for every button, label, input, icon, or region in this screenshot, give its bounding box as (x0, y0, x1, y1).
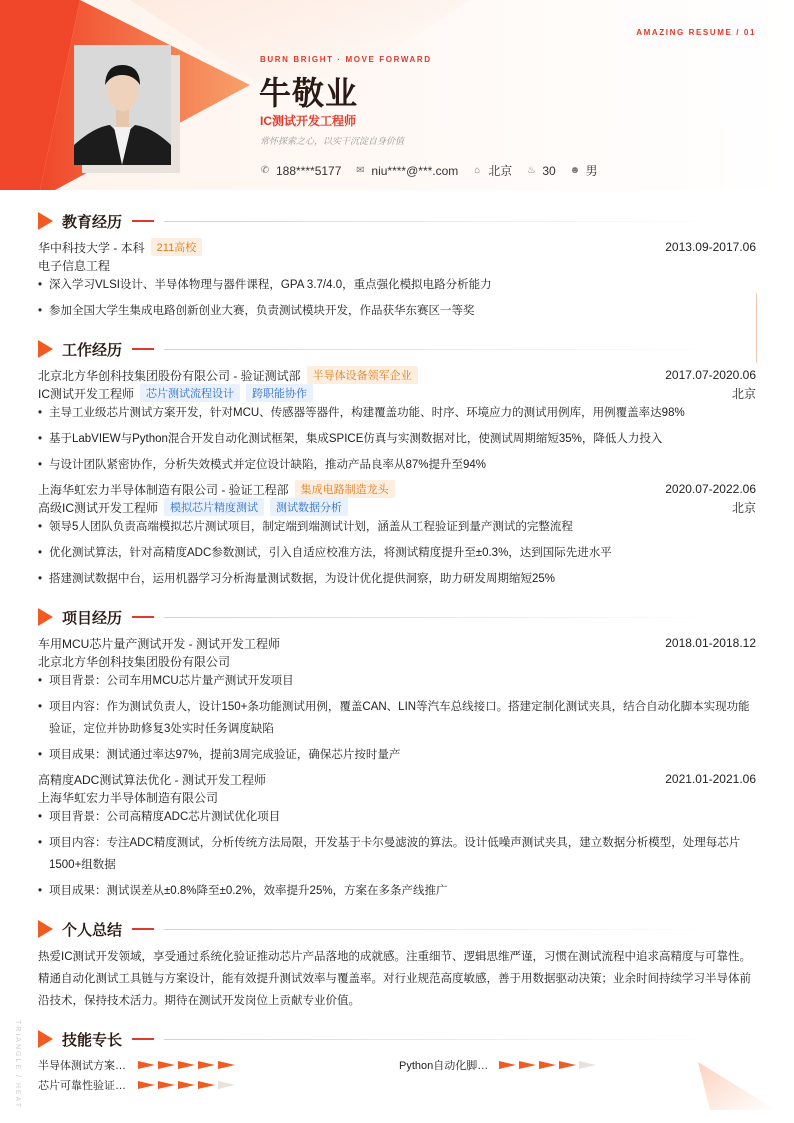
project-name: 车用MCU芯片量产测试开发 - 测试开发工程师 (38, 636, 280, 651)
section-skills (38, 1029, 714, 1049)
project-date: 2021.01-2021.06 (665, 772, 756, 786)
rating-filled-icon (158, 1081, 175, 1089)
section-line (164, 1039, 714, 1040)
work-date: 2020.07-2022.06 (665, 482, 756, 496)
side-watermark: TRIANGLE / HEAT (14, 1020, 21, 1109)
section-dash (132, 348, 154, 350)
section-title: 项目经历 (62, 609, 123, 627)
list-item: • 项目成果：测试通过率达97%，提前3周完成验证，确保芯片按时量产 (38, 744, 756, 766)
project-row (38, 634, 756, 652)
rating-filled-icon (138, 1061, 155, 1069)
list-item: • 项目内容：专注ADC精度测试，分析传统方法局限，开发基于卡尔曼滤波的算法。设计低噪声测试夹具，建立数据分析模型，处理每芯片1500+组数据 (38, 832, 756, 876)
divider (756, 293, 757, 363)
face-icon: ☻ (569, 164, 581, 176)
home-icon: ⌂ (474, 164, 481, 176)
skill-tag: 芯片测试流程设计 (140, 384, 240, 402)
skill-rating (499, 1061, 596, 1069)
section-line (164, 929, 714, 930)
rating-empty-icon (579, 1061, 596, 1069)
section-education (38, 211, 714, 231)
section-title: 教育经历 (62, 213, 123, 231)
candidate-name: 牛敬业 (259, 75, 359, 111)
section-projects (38, 607, 714, 627)
list-item: • 项目成果：测试误差从±0.8%降至±0.2%，效率提升25%，方案在多条产线推广 (38, 880, 756, 902)
skill-tag: 模拟芯片精度测试 (164, 498, 264, 516)
list-item: • 项目背景：公司车用MCU芯片量产测试开发项目 (38, 670, 756, 692)
skill-name: Python自动化脚… (399, 1060, 489, 1072)
corner-decoration (690, 1060, 794, 1123)
skill-item (38, 1077, 235, 1093)
contact-email (355, 164, 458, 178)
rating-filled-icon (178, 1061, 195, 1069)
rating-filled-icon (559, 1061, 576, 1069)
rating-filled-icon (198, 1061, 215, 1069)
triangle-icon (38, 212, 53, 230)
rating-filled-icon (178, 1081, 195, 1089)
job-title: IC测试开发工程师 (260, 114, 357, 128)
work-title: IC测试开发工程师 (38, 386, 135, 401)
phone-text: 188****5177 (276, 163, 342, 178)
list-item: • 基于LabVIEW与Python混合开发自动化测试框架，集成SPICE仿真与实测数据对比，使测试周期缩短35%，降低人力投入 (38, 428, 756, 450)
company-name: 北京北方华创科技集团股份有限公司 - 验证测试部 (38, 368, 301, 383)
rating-filled-icon (198, 1081, 215, 1089)
project-company: 上海华虹宏力半导体制造有限公司 (38, 790, 219, 805)
list-item: • 主导工业级芯片测试方案开发，针对MCU、传感器等器件，构建覆盖功能、时序、环境应力的测试用例库，用例覆盖率达98% (38, 402, 756, 424)
section-line (164, 617, 714, 618)
project-company-row (38, 652, 756, 670)
major-name: 电子信息工程 (38, 258, 111, 273)
list-item: • 搭建测试数据中台，运用机器学习分析海量测试数据，为设计优化提供洞察，助力研发周期缩短25% (38, 568, 756, 590)
work-row (38, 480, 756, 498)
work-title-row (38, 498, 756, 516)
skill-tag: 测试数据分析 (270, 498, 348, 516)
section-line (164, 221, 714, 222)
contact-age (526, 164, 555, 178)
section-dash (132, 928, 154, 930)
page-tag: AMAZING RESUME / 01 (636, 28, 756, 37)
triangle-icon (38, 608, 53, 626)
project-name: 高精度ADC测试算法优化 - 测试开发工程师 (38, 772, 267, 787)
work-location: 北京 (731, 500, 756, 515)
section-summary (38, 919, 714, 939)
age-text: 30 (542, 163, 556, 178)
education-row (38, 238, 756, 256)
motto: 常怀探索之心，以实干沉淀自身价值 (260, 136, 405, 146)
section-title: 工作经历 (62, 341, 123, 359)
list-item: • 项目背景：公司高精度ADC芯片测试优化项目 (38, 806, 756, 828)
company-badge: 半导体设备领军企业 (307, 366, 418, 384)
skill-name: 芯片可靠性验证… (38, 1080, 126, 1092)
section-dash (132, 616, 154, 618)
cake-icon: ♨ (526, 164, 536, 176)
mail-icon: ✉ (356, 164, 365, 176)
list-item: • 与设计团队紧密协作，分析失效模式并定位设计缺陷，推动产品良率从87%提升至94% (38, 454, 756, 476)
rating-filled-icon (138, 1081, 155, 1089)
skill-item (38, 1057, 235, 1073)
skill-name: 半导体测试方案… (38, 1060, 126, 1072)
section-dash (132, 220, 154, 222)
contact-city (472, 162, 512, 179)
company-name: 上海华虹宏力半导体制造有限公司 - 验证工程部 (38, 482, 289, 497)
phone-icon: ✆ (260, 164, 270, 176)
major-row (38, 256, 756, 274)
work-location: 北京 (731, 386, 756, 401)
profile-photo (74, 45, 171, 165)
section-title: 个人总结 (62, 921, 123, 939)
rating-filled-icon (539, 1061, 556, 1069)
city-text: 北京 (488, 164, 513, 178)
skill-item (399, 1057, 596, 1073)
triangle-icon (38, 1030, 53, 1048)
school-name: 华中科技大学 - 本科 (38, 240, 145, 255)
school-badge: 211高校 (151, 238, 203, 256)
work-date: 2017.07-2020.06 (665, 368, 756, 382)
education-date: 2013.09-2017.06 (665, 240, 756, 254)
project-date: 2018.01-2018.12 (665, 636, 756, 650)
work-row (38, 366, 756, 384)
section-title: 技能专长 (62, 1031, 123, 1049)
list-item: • 深入学习VLSI设计、半导体物理与器件课程，GPA 3.7/4.0，重点强化模拟电路分析能力 (38, 274, 756, 296)
contact-bar (260, 162, 598, 179)
triangle-icon (38, 920, 53, 938)
rating-filled-icon (519, 1061, 536, 1069)
list-item: • 参加全国大学生集成电路创新创业大赛，负责测试模块开发，作品获华东赛区一等奖 (38, 300, 756, 322)
contact-phone (260, 164, 341, 178)
gender-text: 男 (585, 164, 598, 178)
list-item: • 优化测试算法，针对高精度ADC参数测试，引入自适应校准方法，将测试精度提升至±0.3%，达到国际先进水平 (38, 542, 756, 564)
list-item: • 领导5人团队负责高端模拟芯片测试项目，制定端到端测试计划，涵盖从工程验证到量产测试的完整流程 (38, 516, 756, 538)
project-company: 北京北方华创科技集团股份有限公司 (38, 654, 231, 669)
slogan: BURN BRIGHT · MOVE FORWARD (260, 55, 432, 64)
list-item: • 项目内容：作为测试负责人，设计150+条功能测试用例，覆盖CAN、LIN等汽车总线接口。搭建定制化测试夹具，结合自动化脚本实现功能验证，定位并协助修复3处实时任务调度缺陷 (38, 696, 756, 740)
hero-banner (0, 0, 794, 190)
skill-rating (138, 1061, 235, 1069)
rating-empty-icon (218, 1081, 235, 1089)
rating-filled-icon (499, 1061, 516, 1069)
rating-filled-icon (218, 1061, 235, 1069)
email-text: niu****@***.com (371, 163, 459, 178)
summary-text: 热爱IC测试开发领域，享受通过系统化验证推动芯片产品落地的成就感。注重细节、逻辑思维严谨，习惯在测试流程中追求高精度与可靠性。精通自动化测试工具链与方案设计，能有效提升测试效率与覆盖率。对行业规范高度敏感，善于用数据驱动决策；业余时间持续学习半导体前沿技术，保持技术活力。期待在测试开发岗位上贡献专业价值。 (38, 951, 751, 1007)
skill-tag: 跨职能协作 (246, 384, 313, 402)
work-title: 高级IC测试开发工程师 (38, 500, 159, 515)
company-badge: 集成电路制造龙头 (295, 480, 395, 498)
project-row (38, 770, 756, 788)
section-work (38, 339, 714, 359)
triangle-icon (38, 340, 53, 358)
work-title-row (38, 384, 756, 402)
project-company-row (38, 788, 756, 806)
contact-gender (570, 162, 598, 179)
rating-filled-icon (158, 1061, 175, 1069)
section-line (164, 349, 714, 350)
skill-rating (138, 1081, 235, 1089)
section-dash (132, 1038, 154, 1040)
